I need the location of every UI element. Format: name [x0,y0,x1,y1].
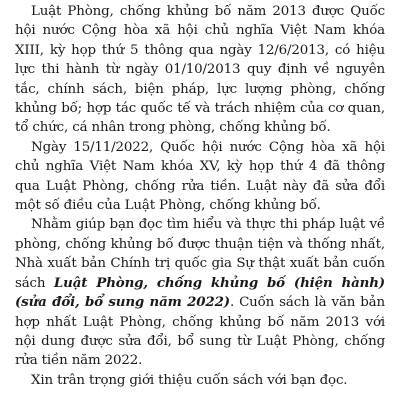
paragraph-book-publication [15,215,385,370]
book-title: Luật Phòng, chống khủng bố (hiện hành) (sửa đổi, bổ sung năm 2022) [15,274,385,311]
paragraph-law-2022: Ngày 15/11/2022, Quốc hội nước Cộng hòa xã hội chủ nghĩa Việt Nam khóa XV, kỳ họp thứ 4 đã thông qua Luật Phòng, chống rửa tiền. Luật này đã sửa đổi một số điều của Luật Phòng, chống khủng bố. [15,139,385,214]
publication-text-after: . Cuốn sách là văn bản hợp nhất Luật Phòng, chống khủng bố năm 2013 với nội dung được sửa đổi, bổ sung từ Luật Phòng, chống rửa tiền năm 2022. [15,295,385,369]
document-page [15,2,385,390]
paragraph-law-2013: Luật Phòng, chống khủng bố năm 2013 được Quốc hội nước Cộng hòa xã hội chủ nghĩa Việt Nam khóa XIII, kỳ họp thứ 5 thông qua ngày 12/6/2013, có hiệu lực thi hành từ ngày 01/10/2013 quy định về nguyên tắc, chính sách, biện pháp, lực lượng phòng, chống khủng bố; hợp tác quốc tế và trách nhiệm của cơ quan, tổ chức, cá nhân trong phòng, chống khủng bố. [15,4,385,136]
publication-text-before: Nhằm giúp bạn đọc tìm hiểu và thực thi pháp luật về phòng, chống khủng bố được thuận tiện và thống nhất, Nhà xuất bản Chính trị quốc gia Sự thật xuất bản cuốn sách [15,217,385,291]
paragraph-introduction: Xin trân trọng giới thiệu cuốn sách với bạn đọc. [31,372,348,388]
